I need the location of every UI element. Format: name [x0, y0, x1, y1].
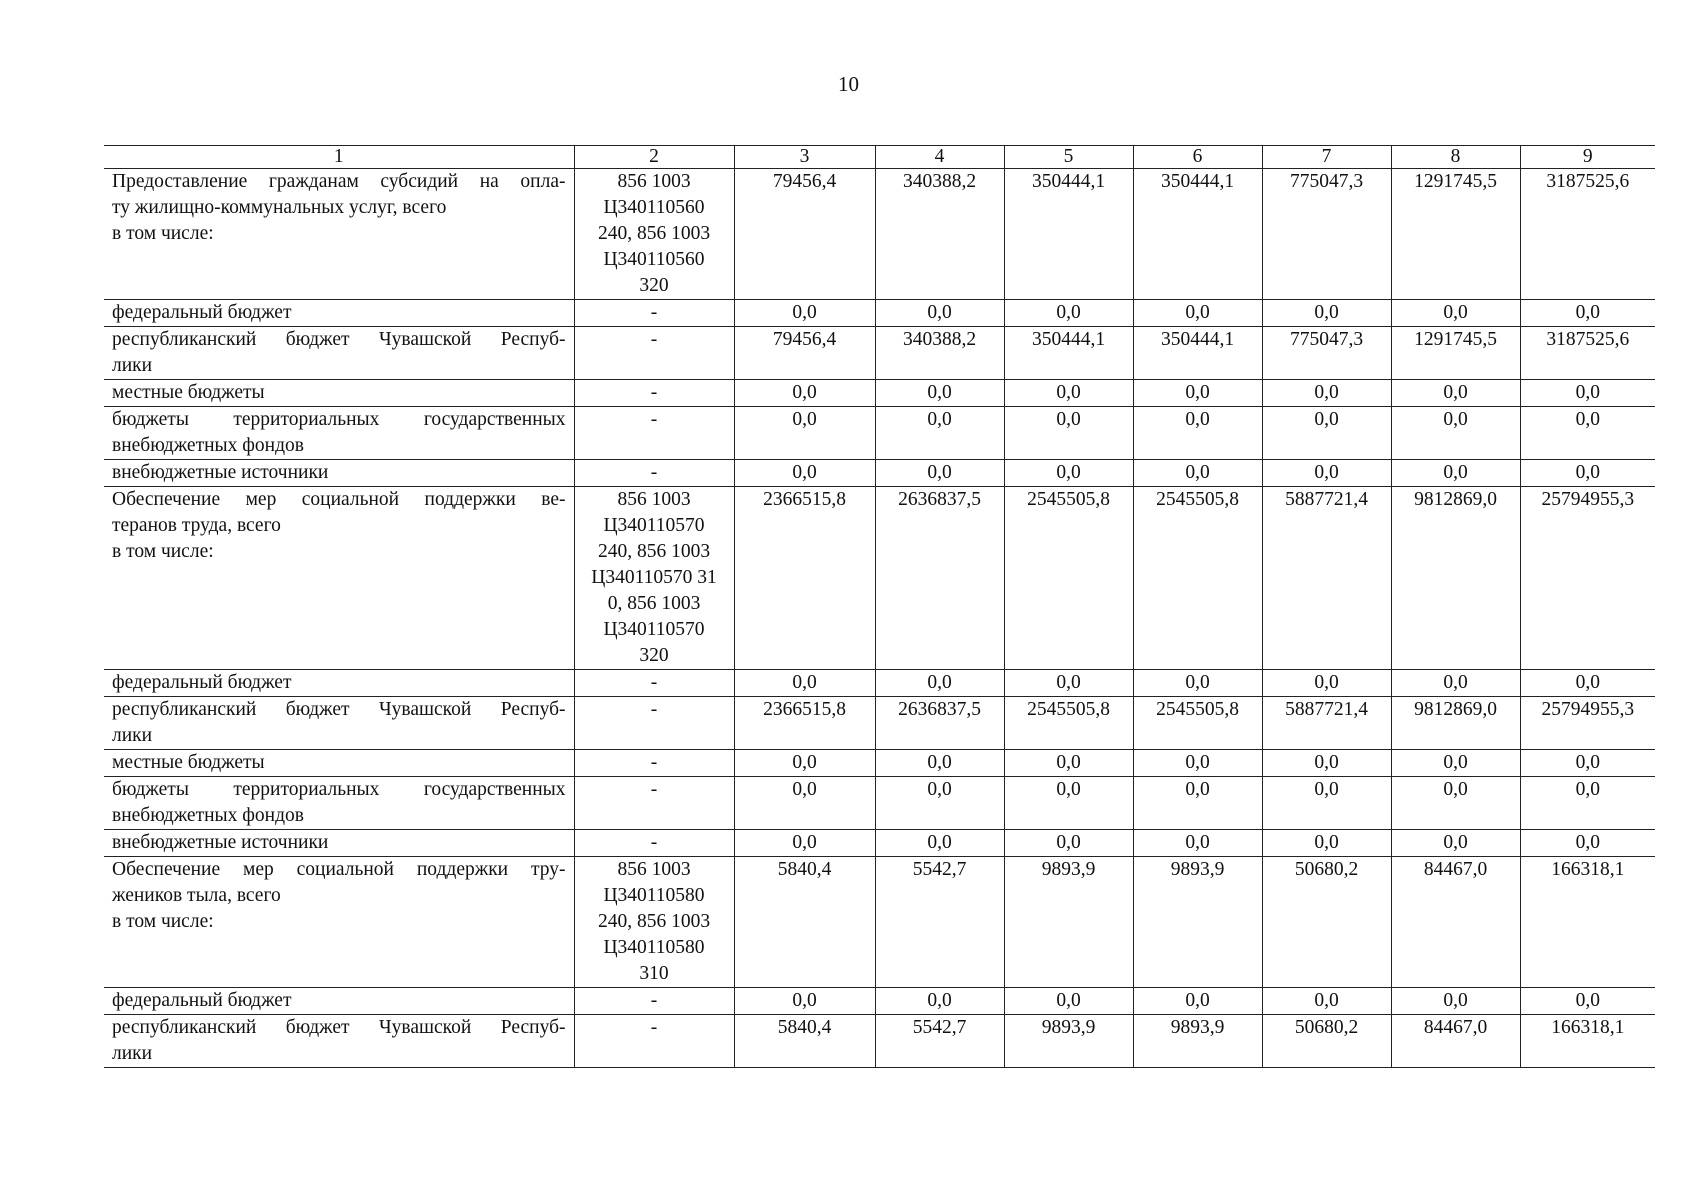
value-cell: 0,0	[1262, 750, 1391, 777]
table-row	[104, 300, 1655, 327]
value-cell: 0,0	[1004, 777, 1133, 830]
value-cell: 0,0	[1133, 830, 1262, 857]
value-cell: 2545505,8	[1004, 487, 1133, 670]
budget-code: -	[574, 830, 734, 857]
value-cell: 84467,0	[1391, 857, 1520, 988]
table-row	[104, 830, 1655, 857]
budget-code: -	[574, 300, 734, 327]
value-cell: 0,0	[1004, 670, 1133, 697]
value-cell: 25794955,3	[1520, 697, 1655, 750]
row-name-cell	[104, 830, 574, 857]
row-name-cell	[104, 169, 574, 300]
value-cell: 0,0	[1391, 830, 1520, 857]
value-cell: 5887721,4	[1262, 487, 1391, 670]
value-cell: 350444,1	[1133, 327, 1262, 380]
value-cell: 0,0	[734, 460, 875, 487]
table-row	[104, 988, 1655, 1015]
table-row	[104, 460, 1655, 487]
value-cell: 0,0	[734, 670, 875, 697]
value-cell: 5840,4	[734, 857, 875, 988]
row-name: федеральный бюджет	[112, 302, 292, 323]
row-name-cell	[104, 407, 574, 460]
row-name: местные бюджеты	[112, 382, 265, 403]
column-number: 4	[875, 146, 1004, 169]
row-name: республиканский бюджет Чувашской Респуб- лики	[112, 329, 566, 376]
value-cell: 0,0	[734, 750, 875, 777]
value-cell: 340388,2	[875, 169, 1004, 300]
value-cell: 0,0	[1133, 460, 1262, 487]
table-row	[104, 1015, 1655, 1068]
value-cell: 0,0	[1004, 407, 1133, 460]
row-name: местные бюджеты	[112, 752, 265, 773]
value-cell: 0,0	[1391, 750, 1520, 777]
budget-code: -	[574, 697, 734, 750]
column-number: 3	[734, 146, 875, 169]
value-cell: 0,0	[1520, 380, 1655, 407]
value-cell: 0,0	[1262, 300, 1391, 327]
value-cell: 1291745,5	[1391, 169, 1520, 300]
value-cell: 9893,9	[1133, 857, 1262, 988]
value-cell: 2366515,8	[734, 487, 875, 670]
value-cell: 84467,0	[1391, 1015, 1520, 1068]
value-cell: 0,0	[1262, 670, 1391, 697]
value-cell: 0,0	[1391, 777, 1520, 830]
value-cell: 0,0	[875, 380, 1004, 407]
value-cell: 0,0	[1391, 407, 1520, 460]
table-row	[104, 670, 1655, 697]
value-cell: 0,0	[1262, 460, 1391, 487]
value-cell: 9893,9	[1133, 1015, 1262, 1068]
value-cell: 0,0	[1520, 300, 1655, 327]
value-cell: 9893,9	[1004, 1015, 1133, 1068]
table-row	[104, 857, 1655, 988]
table-row	[104, 697, 1655, 750]
value-cell: 340388,2	[875, 327, 1004, 380]
value-cell: 5887721,4	[1262, 697, 1391, 750]
value-cell: 0,0	[1133, 777, 1262, 830]
value-cell: 166318,1	[1520, 857, 1655, 988]
value-cell: 0,0	[1520, 750, 1655, 777]
value-cell: 9812869,0	[1391, 487, 1520, 670]
value-cell: 2545505,8	[1133, 697, 1262, 750]
value-cell: 9812869,0	[1391, 697, 1520, 750]
value-cell: 775047,3	[1262, 327, 1391, 380]
value-cell: 2545505,8	[1004, 697, 1133, 750]
row-name-cell	[104, 697, 574, 750]
budget-code: -	[574, 777, 734, 830]
value-cell: 79456,4	[734, 327, 875, 380]
column-number-row	[104, 146, 1655, 169]
value-cell: 9893,9	[1004, 857, 1133, 988]
column-number: 6	[1133, 146, 1262, 169]
value-cell: 0,0	[1520, 830, 1655, 857]
table-row	[104, 169, 1655, 300]
value-cell: 0,0	[875, 988, 1004, 1015]
row-name: Предоставление гражданам субсидий на опла- ту жилищно-коммунальных услуг, всего в том числе:	[112, 171, 566, 244]
budget-code: -	[574, 1015, 734, 1068]
value-cell: 0,0	[875, 670, 1004, 697]
value-cell: 0,0	[1004, 830, 1133, 857]
row-name-cell	[104, 777, 574, 830]
value-cell: 0,0	[1520, 988, 1655, 1015]
table-row	[104, 750, 1655, 777]
value-cell: 3187525,6	[1520, 327, 1655, 380]
value-cell: 0,0	[875, 750, 1004, 777]
value-cell: 5542,7	[875, 857, 1004, 988]
value-cell: 166318,1	[1520, 1015, 1655, 1068]
value-cell: 5840,4	[734, 1015, 875, 1068]
table-row	[104, 407, 1655, 460]
column-number: 1	[104, 146, 574, 169]
column-number: 7	[1262, 146, 1391, 169]
row-name: бюджеты территориальных государственных внебюджетных фондов	[112, 779, 566, 826]
row-name: внебюджетные источники	[112, 832, 329, 853]
value-cell: 350444,1	[1004, 327, 1133, 380]
budget-code: 856 1003 Ц340110560 240, 856 1003 Ц340110560 320	[574, 169, 734, 300]
column-number: 8	[1391, 146, 1520, 169]
value-cell: 2636837,5	[875, 697, 1004, 750]
value-cell: 0,0	[734, 777, 875, 830]
value-cell: 350444,1	[1004, 169, 1133, 300]
row-name-cell	[104, 327, 574, 380]
budget-code: 856 1003 Ц340110580 240, 856 1003 Ц340110580 310	[574, 857, 734, 988]
column-number: 2	[574, 146, 734, 169]
table-row	[104, 777, 1655, 830]
budget-table	[104, 145, 1655, 1068]
value-cell: 0,0	[875, 777, 1004, 830]
budget-code: -	[574, 407, 734, 460]
value-cell: 775047,3	[1262, 169, 1391, 300]
value-cell: 0,0	[1133, 750, 1262, 777]
value-cell: 50680,2	[1262, 1015, 1391, 1068]
value-cell: 0,0	[1520, 670, 1655, 697]
row-name: бюджеты территориальных государственных внебюджетных фондов	[112, 409, 566, 456]
value-cell: 0,0	[1004, 750, 1133, 777]
value-cell: 0,0	[1133, 380, 1262, 407]
value-cell: 350444,1	[1133, 169, 1262, 300]
table-row	[104, 380, 1655, 407]
row-name: республиканский бюджет Чувашской Респуб- лики	[112, 699, 566, 746]
value-cell: 0,0	[1004, 300, 1133, 327]
value-cell: 0,0	[1133, 300, 1262, 327]
value-cell: 0,0	[734, 988, 875, 1015]
value-cell: 0,0	[875, 300, 1004, 327]
budget-code: -	[574, 670, 734, 697]
value-cell: 2636837,5	[875, 487, 1004, 670]
row-name-cell	[104, 988, 574, 1015]
value-cell: 0,0	[1004, 988, 1133, 1015]
budget-code: -	[574, 380, 734, 407]
value-cell: 0,0	[1133, 407, 1262, 460]
row-name-cell	[104, 487, 574, 670]
value-cell: 3187525,6	[1520, 169, 1655, 300]
budget-code: 856 1003 Ц340110570 240, 856 1003 Ц340110570 31 0, 856 1003 Ц340110570 320	[574, 487, 734, 670]
row-name-cell	[104, 300, 574, 327]
value-cell: 0,0	[1391, 380, 1520, 407]
budget-code: -	[574, 750, 734, 777]
row-name-cell	[104, 750, 574, 777]
row-name: Обеспечение мер социальной поддержки ве- теранов труда, всего в том числе:	[112, 489, 566, 562]
value-cell: 0,0	[1262, 407, 1391, 460]
row-name: Обеспечение мер социальной поддержки тру- жеников тыла, всего в том числе:	[112, 859, 566, 932]
value-cell: 0,0	[1520, 460, 1655, 487]
row-name: федеральный бюджет	[112, 672, 292, 693]
budget-code: -	[574, 988, 734, 1015]
row-name-cell	[104, 670, 574, 697]
table-row	[104, 327, 1655, 380]
value-cell: 0,0	[875, 830, 1004, 857]
value-cell: 0,0	[1391, 670, 1520, 697]
value-cell: 0,0	[875, 407, 1004, 460]
value-cell: 0,0	[1133, 988, 1262, 1015]
value-cell: 2366515,8	[734, 697, 875, 750]
value-cell: 0,0	[1004, 380, 1133, 407]
row-name: внебюджетные источники	[112, 462, 329, 483]
row-name-cell	[104, 857, 574, 988]
table-body	[104, 146, 1655, 1068]
value-cell: 0,0	[1262, 988, 1391, 1015]
value-cell: 0,0	[1262, 777, 1391, 830]
value-cell: 0,0	[1004, 460, 1133, 487]
value-cell: 0,0	[1391, 988, 1520, 1015]
column-number: 9	[1520, 146, 1655, 169]
value-cell: 50680,2	[1262, 857, 1391, 988]
value-cell: 0,0	[1133, 670, 1262, 697]
value-cell: 0,0	[1262, 830, 1391, 857]
value-cell: 5542,7	[875, 1015, 1004, 1068]
value-cell: 0,0	[734, 300, 875, 327]
value-cell: 0,0	[875, 460, 1004, 487]
value-cell: 0,0	[1520, 407, 1655, 460]
row-name: федеральный бюджет	[112, 990, 292, 1011]
value-cell: 1291745,5	[1391, 327, 1520, 380]
value-cell: 0,0	[1391, 300, 1520, 327]
value-cell: 0,0	[734, 407, 875, 460]
value-cell: 25794955,3	[1520, 487, 1655, 670]
row-name-cell	[104, 380, 574, 407]
page-number: 10	[838, 72, 859, 96]
value-cell: 0,0	[1262, 380, 1391, 407]
table-row	[104, 487, 1655, 670]
column-number: 5	[1004, 146, 1133, 169]
budget-code: -	[574, 327, 734, 380]
budget-code: -	[574, 460, 734, 487]
value-cell: 0,0	[734, 830, 875, 857]
row-name-cell	[104, 1015, 574, 1068]
row-name-cell	[104, 460, 574, 487]
value-cell: 2545505,8	[1133, 487, 1262, 670]
value-cell: 0,0	[1520, 777, 1655, 830]
value-cell: 79456,4	[734, 169, 875, 300]
value-cell: 0,0	[734, 380, 875, 407]
row-name: республиканский бюджет Чувашской Респуб- лики	[112, 1017, 566, 1064]
value-cell: 0,0	[1391, 460, 1520, 487]
